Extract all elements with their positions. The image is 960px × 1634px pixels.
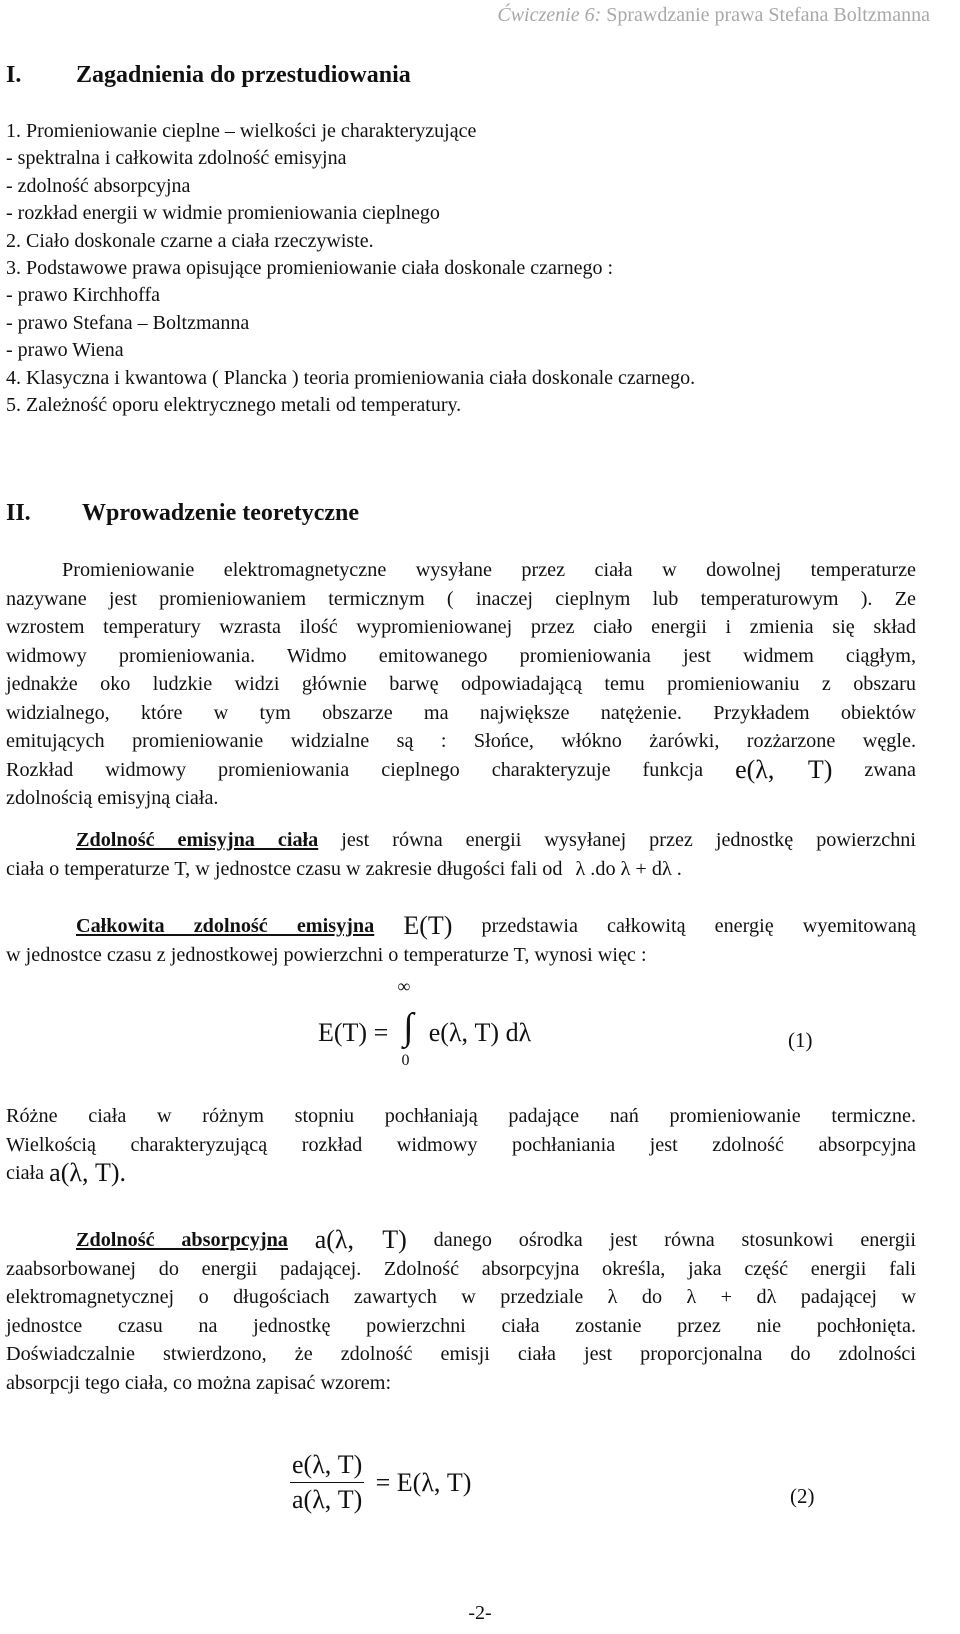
wavelength-range: λ .do λ + dλ . <box>575 857 682 880</box>
topic-item: - prawo Stefana – Boltzmanna <box>6 311 250 334</box>
paragraph-text: Rozkład widmowy promieniowania cieplnego charakteryzuje funkcja <box>6 758 704 781</box>
paragraph-text: przedstawia całkowitą energię wyemitowaną <box>481 915 917 937</box>
page-number: -2- <box>468 1602 492 1624</box>
paragraph-absorptivity <box>6 1226 916 1397</box>
integral-symbol: ∫ <box>403 1006 414 1048</box>
paragraph-line <box>6 1283 916 1312</box>
integral-sign <box>394 976 424 1069</box>
equation-2 <box>290 1450 471 1515</box>
paragraph-line: Doświadczalnie stwierdzono, że zdolność emisji ciała jest proporcjonalna do zdolności <box>6 1343 916 1365</box>
paragraph-line: Promieniowanie elektromagnetyczne wysyłane przez ciała w dowolnej temperaturze <box>62 559 916 581</box>
topic-item: - zdolność absorpcyjna <box>6 174 191 197</box>
topics-list <box>6 118 936 419</box>
section-2-title: Wprowadzenie teoretyczne <box>82 500 360 526</box>
paragraph-text: danego ośrodka jest równa stosunkowi energii <box>433 1229 917 1251</box>
running-head <box>497 4 930 27</box>
paragraph-line: zaabsorbowanej do energii padającej. Zdolność absorpcyjna określa, jaka część energii fali <box>6 1257 916 1280</box>
paragraph-text: jest równa energii wysyłanej przez jednostkę powierzchni <box>341 829 916 851</box>
topic-item: - prawo Wiena <box>6 339 124 362</box>
topic-item: 3. Podstawowe prawa opisujące promieniowanie ciała doskonale czarnego : <box>6 257 614 280</box>
paragraph-emissivity <box>6 826 916 883</box>
section-1-number: I. <box>6 62 22 88</box>
section-1-title: Zagadnienia do przestudiowania <box>76 62 411 88</box>
paragraph-line: widzialnego, które w tym obszarze ma największe natężenie. Przykładem obiektów <box>6 701 916 724</box>
equation-2-number: (2) <box>790 1484 815 1508</box>
running-head-title: Sprawdzanie prawa Stefana Boltzmanna <box>606 4 930 26</box>
wavelength-lambda: λ do <box>607 1286 663 1308</box>
topic-item: - spektralna i całkowita zdolność emisyjna <box>6 147 347 170</box>
fraction-numerator: e(λ, T) <box>290 1450 364 1483</box>
topic-item: 5. Zależność oporu elektrycznego metali od temperatury. <box>6 394 462 417</box>
paragraph-text: ciała <box>6 1162 45 1184</box>
paragraph-line <box>6 826 916 855</box>
equation-1 <box>318 976 532 1069</box>
paragraph-text: zwana <box>864 758 916 781</box>
paragraph-line: w jednostce czasu z jednostkowej powierzchni o temperaturze T, wynosi więc : <box>6 943 647 966</box>
equation-1-number: (1) <box>788 1028 813 1052</box>
paragraph-line: zdolnością emisyjną ciała. <box>6 787 219 809</box>
paragraph-absorption-intro <box>6 1102 916 1188</box>
paragraph-total-emissivity <box>6 912 916 969</box>
topic-item: - prawo Kirchhoffa <box>6 284 161 307</box>
function-e-lambda-T: e(λ, T) <box>735 754 833 784</box>
paragraph-line <box>6 1226 916 1255</box>
term-total-emissivity: Całkowita zdolność emisyjna <box>76 915 375 937</box>
topic-item: 4. Klasyczna i kwantowa ( Plancka ) teoria promieniowania ciała doskonale czarnego. <box>6 366 696 389</box>
paragraph-line <box>6 912 916 941</box>
paragraph-line: absorpcji tego ciała, co można zapisać wzorem: <box>6 1371 392 1394</box>
symbol-a-lambda-T: a(λ, T) <box>314 1225 407 1254</box>
paragraph-line: widmowy promieniowania. Widmo emitowanego promieniowania jest widmem ciągłym, <box>6 644 916 667</box>
section-2-heading <box>6 500 359 527</box>
paragraph-text: ciała o temperaturze T, w jednostce czasu w zakresie długości fali od <box>6 857 563 880</box>
integral-lower-limit: 0 <box>401 1052 410 1069</box>
paragraph-line: emitujących promieniowanie widzialne są : Słońce, włókno żarówki, rozżarzone węgle. <box>6 730 916 752</box>
paragraph-line: jednakże oko ludzkie widzi głównie barwę odpowiadającą temu promieniowaniu z obszaru <box>6 673 916 695</box>
paragraph-line <box>6 855 916 884</box>
symbol-E-T: E(T) <box>403 911 453 940</box>
paragraph-line: Wielkością charakteryzującą rozkład widmowy pochłaniania jest zdolność absorpcyjna <box>6 1133 916 1156</box>
topic-item: 1. Promieniowanie cieplne – wielkości je charakteryzujące <box>6 120 477 142</box>
section-1-heading <box>6 62 411 89</box>
symbol-a-lambda-T: a(λ, T). <box>49 1158 127 1187</box>
fraction <box>290 1450 364 1515</box>
paragraph-line <box>6 1159 916 1188</box>
paragraph-line: wzrostem temperatury wzrasta ilość wypromieniowanej przez ciało energii i zmienia się skład <box>6 616 916 638</box>
topic-item: 2. Ciało doskonale czarne a ciała rzeczywiste. <box>6 229 374 252</box>
paragraph-text: padającej w <box>800 1286 917 1308</box>
section-2-number: II. <box>6 500 31 526</box>
running-head-prefix: Ćwiczenie 6: <box>497 4 602 26</box>
fraction-denominator: a(λ, T) <box>292 1485 363 1514</box>
term-absorptivity: Zdolność absorpcyjna <box>76 1229 288 1251</box>
paragraph-line: jednostce czasu na jednostkę powierzchni ciała zostanie przez nie pochłonięta. <box>6 1314 916 1337</box>
term-emissivity: Zdolność emisyjna ciała <box>76 829 319 851</box>
topic-item: - rozkład energii w widmie promieniowania cieplnego <box>6 202 440 225</box>
paragraph-line-with-function <box>6 756 916 785</box>
equation-1-rhs: e(λ, T) dλ <box>428 1018 532 1047</box>
paragraph-text: elektromagnetycznej o długościach zawartych w przedziale <box>6 1286 584 1308</box>
equation-1-lhs: E(T) = <box>318 1018 389 1047</box>
wavelength-lambda-plus-dlambda: λ + dλ <box>686 1286 777 1308</box>
paragraph-intro <box>6 556 916 813</box>
paragraph-line: Różne ciała w różnym stopniu pochłaniają padające nań promieniowanie termiczne. <box>6 1105 916 1127</box>
integral-upper-limit: ∞ <box>397 976 411 996</box>
paragraph-line: nazywane jest promieniowaniem termicznym ( inaczej cieplnym lub temperaturowym ). Ze <box>6 587 916 610</box>
equation-2-rhs: = E(λ, T) <box>375 1467 472 1497</box>
